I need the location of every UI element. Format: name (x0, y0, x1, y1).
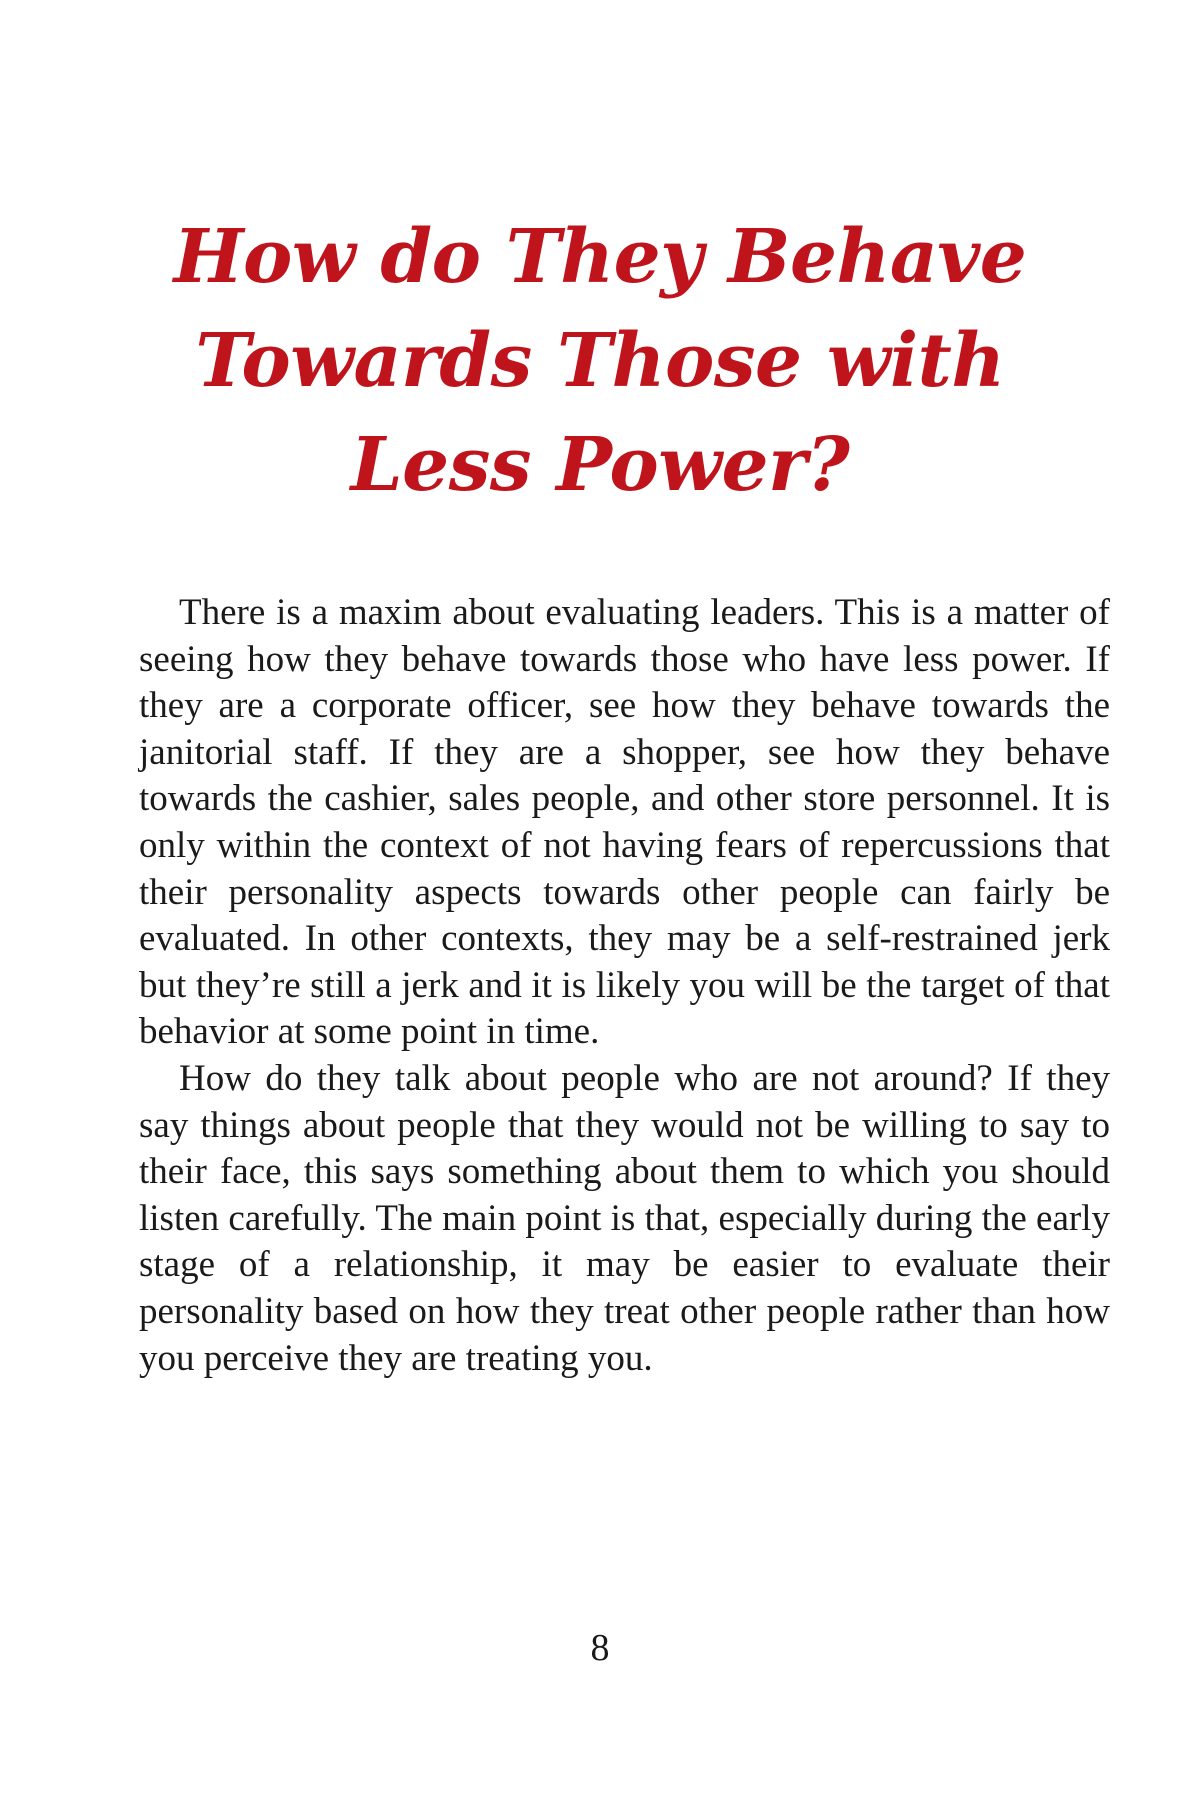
body-paragraph-2: How do they talk about people who are not around? If they say things about people that they would not be willing to say to their face, this says something about them to which you should listen carefully. The main point is that, especially during the early stage of a relationship, it may be easier to evaluate their personality based on how they treat other people rather than how you perceive they are treating you. (139, 1057, 1110, 1379)
chapter-title: How do They Behave Towards Those with Less Power? (173, 214, 1027, 508)
body-paragraph-1: There is a maxim about evaluating leaders. This is a matter of seeing how they behave towards those who have less power. If they are a corporate officer, see how they behave towards the janitorial staff. If they are a shopper, see how they behave towards the cashier, sales people, and other store personnel. It is only within the context of not having fears of repercussions that their personality aspects towards other people can fairly be evaluated. In other contexts, they may be a self-restrained jerk but they’re still a jerk and it is likely you will be the target of that behavior at some point in time. (139, 592, 1110, 1053)
chapter-body (139, 590, 1110, 1382)
page-number: 8 (590, 1627, 610, 1669)
